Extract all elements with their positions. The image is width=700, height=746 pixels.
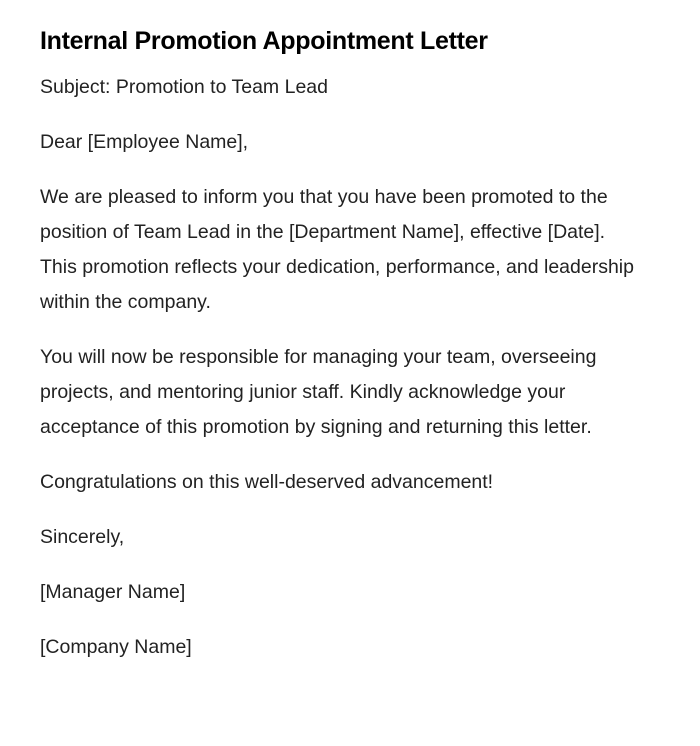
letter-greeting: Dear [Employee Name], xyxy=(40,131,249,153)
letter-body-paragraph-2: You will now be responsible for managing your team, overseeing projects, and mentoring junior staff. Kindly acknowledge your acceptance of this promotion by signing and returning this letter. xyxy=(40,346,597,438)
letter-closing: Sincerely, xyxy=(40,526,125,548)
company-name-placeholder: [Company Name] xyxy=(40,636,192,658)
letter-title: Internal Promotion Appointment Letter xyxy=(40,27,488,55)
letter-body-paragraph-1: We are pleased to inform you that you have been promoted to the position of Team Lead in the [Department Name], effective [Date]. This promotion reflects your dedication, performance, and leadership within the company. xyxy=(40,186,634,313)
letter-document xyxy=(40,20,640,665)
manager-name-placeholder: [Manager Name] xyxy=(40,581,186,603)
letter-subject: Subject: Promotion to Team Lead xyxy=(40,76,328,98)
letter-congratulations: Congratulations on this well-deserved advancement! xyxy=(40,471,494,493)
